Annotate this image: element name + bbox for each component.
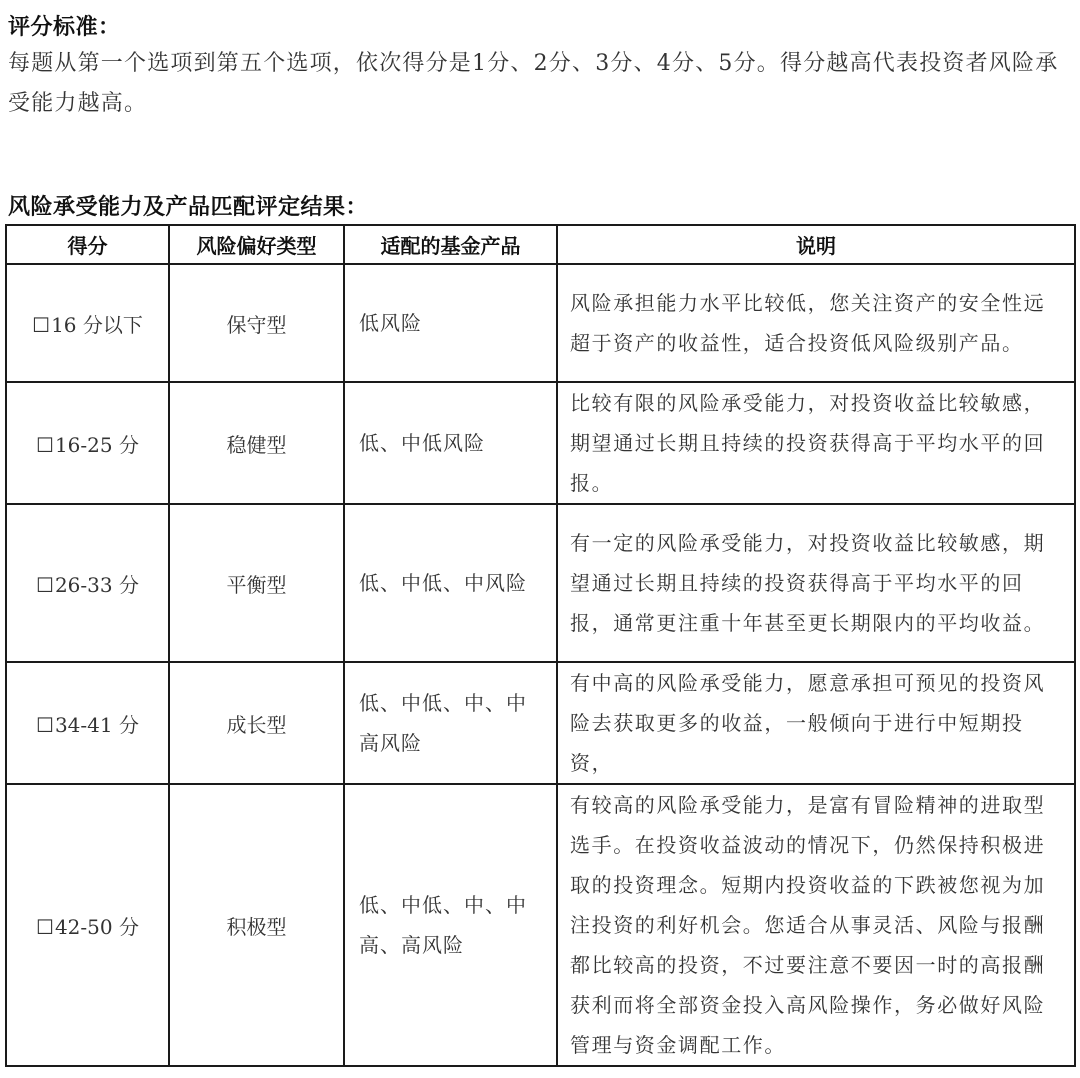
description-cell: 有较高的风险承受能力，是富有冒险精神的进取型选手。在投资收益波动的情况下，仍然保持积极进取的投资理念。短期内投资收益的下跌被您视为加注投资的利好机会。您适合从事灵活、风险与报酬都比较高的投资，不过要注意不要因一时的高报酬获利而将全部资金投入高风险操作，务必做好风险管理与资金调配工作。	[557, 784, 1075, 1066]
scoring-criteria-title: 评分标准：	[8, 15, 121, 40]
fund-product-cell: 低、中低、中、中高风险	[344, 662, 557, 784]
risk-type-cell: 成长型	[169, 662, 344, 784]
description-cell: 有一定的风险承受能力，对投资收益比较敏感，期望通过长期且持续的投资获得高于平均水平的回报，通常更注重十年甚至更长期限内的平均收益。	[557, 504, 1075, 662]
checkbox-icon[interactable]: ☐	[36, 432, 54, 457]
checkbox-icon[interactable]: ☐	[36, 572, 54, 597]
score-cell	[6, 662, 169, 784]
score-range: 34-41 分	[54, 712, 139, 737]
description-cell: 风险承担能力水平比较低，您关注资产的安全性远超于资产的收益性，适合投资低风险级别产品。	[557, 264, 1075, 382]
table-row	[6, 662, 1075, 784]
checkbox-icon[interactable]: ☐	[32, 312, 51, 337]
risk-assessment-table	[5, 224, 1076, 1067]
header-description: 说明	[557, 225, 1075, 264]
description-cell: 比较有限的风险承受能力，对投资收益比较敏感，期望通过长期且持续的投资获得高于平均水平的回报。	[557, 382, 1075, 504]
risk-type-cell: 积极型	[169, 784, 344, 1066]
table-row	[6, 264, 1075, 382]
fund-product-cell: 低、中低、中风险	[344, 504, 557, 662]
fund-product-cell: 低风险	[344, 264, 557, 382]
fund-product-cell: 低、中低风险	[344, 382, 557, 504]
description-cell: 有中高的风险承受能力，愿意承担可预见的投资风险去获取更多的收益，一般倾向于进行中短期投资，	[557, 662, 1075, 784]
header-fund-product: 适配的基金产品	[344, 225, 557, 264]
risk-type-cell: 保守型	[169, 264, 344, 382]
score-cell	[6, 504, 169, 662]
table-row	[6, 504, 1075, 662]
score-range: 42-50 分	[54, 914, 139, 939]
risk-type-cell: 平衡型	[169, 504, 344, 662]
header-risk-type: 风险偏好类型	[169, 225, 344, 264]
scoring-criteria-text: 每题从第一个选项到第五个选项，依次得分是1分、2分、3分、4分、5分。得分越高代表投资者风险承受能力越高。	[8, 51, 1059, 116]
header-score: 得分	[6, 225, 169, 264]
risk-type-cell: 稳健型	[169, 382, 344, 504]
table-header-row	[6, 225, 1075, 264]
score-cell	[6, 264, 169, 382]
score-cell	[6, 784, 169, 1066]
table-row	[6, 382, 1075, 504]
score-range: 26-33 分	[54, 572, 139, 597]
score-range: 16 分以下	[51, 312, 143, 337]
table-row	[6, 784, 1075, 1066]
score-cell	[6, 382, 169, 504]
checkbox-icon[interactable]: ☐	[36, 914, 54, 939]
result-table-title: 风险承受能力及产品匹配评定结果：	[8, 195, 369, 220]
score-range: 16-25 分	[54, 432, 139, 457]
checkbox-icon[interactable]: ☐	[36, 712, 54, 737]
fund-product-cell: 低、中低、中、中高、高风险	[344, 784, 557, 1066]
